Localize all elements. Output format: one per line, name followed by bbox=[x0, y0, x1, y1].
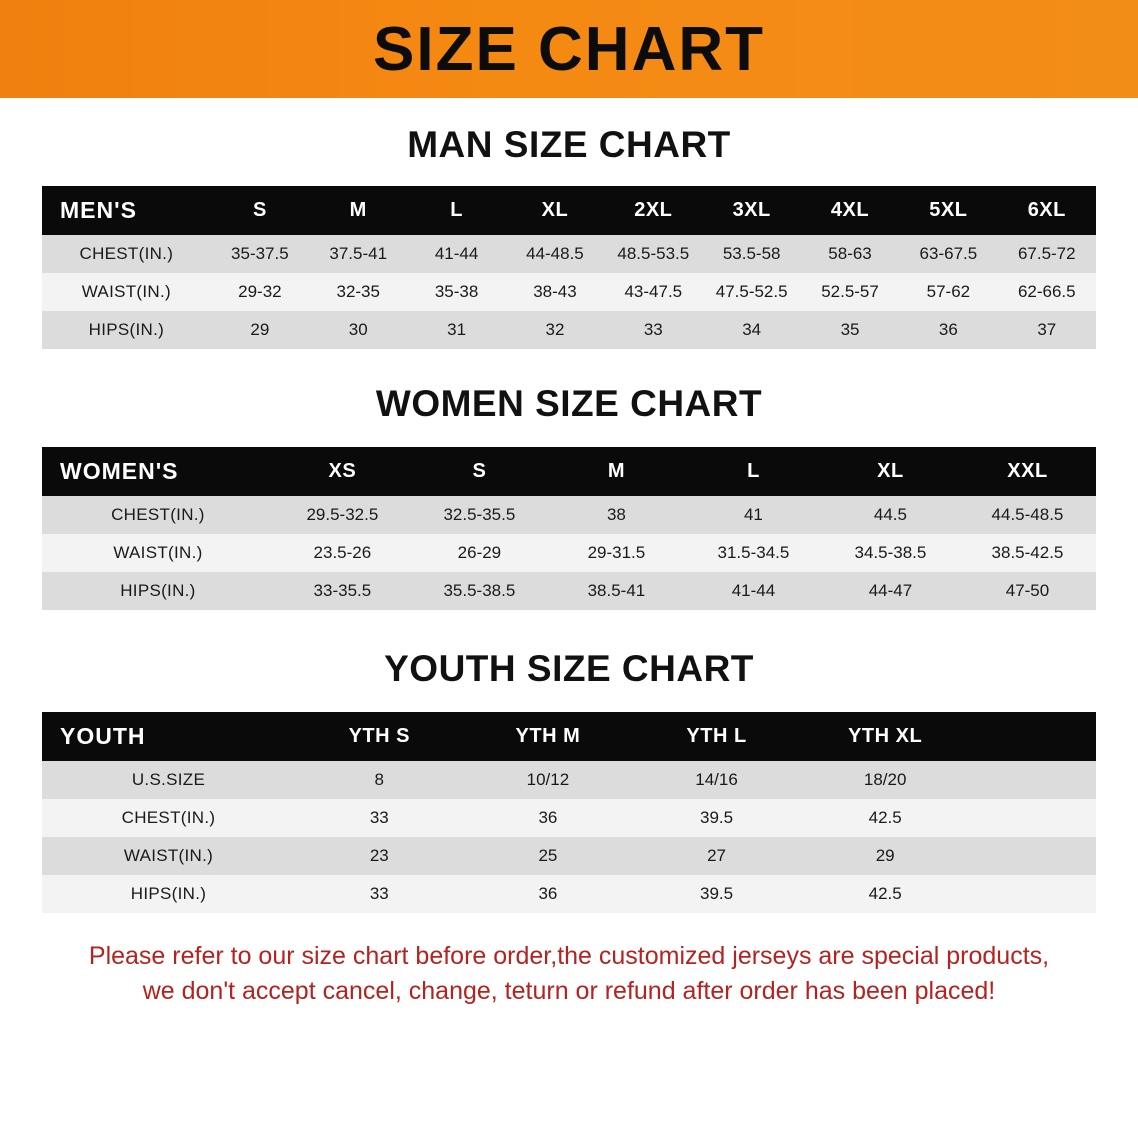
youth-waist-1: 25 bbox=[464, 837, 633, 875]
men-chest-4: 48.5-53.5 bbox=[604, 235, 702, 273]
table-row bbox=[42, 311, 1096, 349]
women-col-0: XS bbox=[328, 460, 357, 482]
women-chest-1: 32.5-35.5 bbox=[411, 496, 548, 534]
footer-note-line-2: we don't accept cancel, change, teturn or refund after order has been placed! bbox=[142, 976, 996, 1005]
man-section-heading: MAN SIZE CHART bbox=[407, 124, 731, 165]
men-hips-3: 32 bbox=[506, 311, 604, 349]
women-col-3: L bbox=[747, 460, 760, 482]
men-chest-7: 63-67.5 bbox=[899, 235, 997, 273]
footer-note bbox=[0, 939, 1138, 1008]
men-chest-2: 41-44 bbox=[407, 235, 505, 273]
women-corner-label: WOMEN'S bbox=[60, 458, 179, 484]
men-waist-1: 32-35 bbox=[309, 273, 407, 311]
men-waist-7: 57-62 bbox=[899, 273, 997, 311]
youth-ussize-3: 18/20 bbox=[801, 761, 970, 799]
women-table-wrap bbox=[0, 447, 1138, 610]
youth-table-body bbox=[42, 761, 1096, 913]
women-col-5: XXL bbox=[1007, 460, 1048, 482]
women-chest-3: 41 bbox=[685, 496, 822, 534]
table-row bbox=[42, 496, 1096, 534]
men-chest-8: 67.5-72 bbox=[998, 235, 1096, 273]
youth-chest-2: 39.5 bbox=[632, 799, 801, 837]
youth-table-wrap bbox=[0, 712, 1138, 913]
women-waist-0: 23.5-26 bbox=[274, 534, 411, 572]
women-table-header bbox=[42, 447, 1096, 496]
youth-waist-3: 29 bbox=[801, 837, 970, 875]
men-chest-6: 58-63 bbox=[801, 235, 899, 273]
youth-ussize-2: 14/16 bbox=[632, 761, 801, 799]
men-waist-5: 47.5-52.5 bbox=[702, 273, 800, 311]
women-chest-2: 38 bbox=[548, 496, 685, 534]
women-hips-0: 33-35.5 bbox=[274, 572, 411, 610]
women-chest-4: 44.5 bbox=[822, 496, 959, 534]
footer-note-line-1: Please refer to our size chart before order,the customized jerseys are special products, bbox=[88, 942, 1050, 970]
youth-hips-0: 33 bbox=[295, 875, 464, 913]
youth-hips-1: 36 bbox=[464, 875, 633, 913]
youth-size-table bbox=[42, 712, 1096, 913]
women-hips-2: 38.5-41 bbox=[548, 572, 685, 610]
youth-ussize-0: 8 bbox=[295, 761, 464, 799]
youth-hips-3: 42.5 bbox=[801, 875, 970, 913]
men-waist-0: 29-32 bbox=[211, 273, 309, 311]
women-chest-5: 44.5-48.5 bbox=[959, 496, 1096, 534]
youth-row-label-chest: CHEST(IN.) bbox=[42, 799, 295, 837]
youth-pad-0 bbox=[969, 761, 1096, 799]
men-row-label-hips: HIPS(IN.) bbox=[42, 311, 211, 349]
youth-chest-3: 42.5 bbox=[801, 799, 970, 837]
table-row bbox=[42, 186, 1096, 235]
men-hips-4: 33 bbox=[604, 311, 702, 349]
table-row bbox=[42, 534, 1096, 572]
women-waist-1: 26-29 bbox=[411, 534, 548, 572]
men-waist-2: 35-38 bbox=[407, 273, 505, 311]
table-row bbox=[42, 799, 1096, 837]
women-section-heading: WOMEN SIZE CHART bbox=[375, 383, 763, 424]
youth-col-pad bbox=[969, 712, 1096, 761]
table-row bbox=[42, 712, 1096, 761]
men-row-label-waist: WAIST(IN.) bbox=[42, 273, 211, 311]
youth-corner-label: YOUTH bbox=[60, 723, 146, 749]
women-chest-0: 29.5-32.5 bbox=[274, 496, 411, 534]
youth-row-label-hips: HIPS(IN.) bbox=[42, 875, 295, 913]
men-table-body bbox=[42, 235, 1096, 349]
table-row bbox=[42, 875, 1096, 913]
table-row bbox=[42, 837, 1096, 875]
table-row bbox=[42, 273, 1096, 311]
women-hips-5: 47-50 bbox=[959, 572, 1096, 610]
men-col-2: L bbox=[450, 199, 463, 221]
women-col-4: XL bbox=[877, 460, 904, 482]
page-title: SIZE CHART bbox=[373, 15, 765, 84]
men-table-header bbox=[42, 186, 1096, 235]
youth-pad-1 bbox=[969, 799, 1096, 837]
men-chest-0: 35-37.5 bbox=[211, 235, 309, 273]
youth-col-3: YTH XL bbox=[848, 725, 923, 747]
men-col-0: S bbox=[252, 199, 267, 221]
men-hips-8: 37 bbox=[998, 311, 1096, 349]
youth-pad-2 bbox=[969, 837, 1096, 875]
youth-hips-2: 39.5 bbox=[632, 875, 801, 913]
women-size-table bbox=[42, 447, 1096, 610]
banner bbox=[0, 0, 1138, 98]
men-waist-8: 62-66.5 bbox=[998, 273, 1096, 311]
women-waist-3: 31.5-34.5 bbox=[685, 534, 822, 572]
youth-col-1: YTH M bbox=[515, 725, 581, 747]
men-size-table bbox=[42, 186, 1096, 349]
men-hips-5: 34 bbox=[702, 311, 800, 349]
men-hips-7: 36 bbox=[899, 311, 997, 349]
youth-row-label-ussize: U.S.SIZE bbox=[42, 761, 295, 799]
men-chest-1: 37.5-41 bbox=[309, 235, 407, 273]
table-row bbox=[42, 572, 1096, 610]
women-waist-2: 29-31.5 bbox=[548, 534, 685, 572]
men-hips-1: 30 bbox=[309, 311, 407, 349]
men-chest-5: 53.5-58 bbox=[702, 235, 800, 273]
youth-table-header bbox=[42, 712, 1096, 761]
men-hips-0: 29 bbox=[211, 311, 309, 349]
women-hips-1: 35.5-38.5 bbox=[411, 572, 548, 610]
youth-row-label-waist: WAIST(IN.) bbox=[42, 837, 295, 875]
women-hips-4: 44-47 bbox=[822, 572, 959, 610]
women-col-2: M bbox=[607, 460, 625, 482]
youth-col-0: YTH S bbox=[348, 725, 410, 747]
men-col-7: 5XL bbox=[929, 199, 968, 221]
table-row bbox=[42, 761, 1096, 799]
women-row-label-waist: WAIST(IN.) bbox=[42, 534, 274, 572]
men-col-8: 6XL bbox=[1027, 199, 1066, 221]
men-row-label-chest: CHEST(IN.) bbox=[42, 235, 211, 273]
man-table-wrap bbox=[0, 186, 1138, 349]
men-col-1: M bbox=[349, 199, 367, 221]
women-waist-4: 34.5-38.5 bbox=[822, 534, 959, 572]
youth-waist-2: 27 bbox=[632, 837, 801, 875]
youth-waist-0: 23 bbox=[295, 837, 464, 875]
men-hips-6: 35 bbox=[801, 311, 899, 349]
youth-ussize-1: 10/12 bbox=[464, 761, 633, 799]
men-col-4: 2XL bbox=[634, 199, 673, 221]
table-row bbox=[42, 235, 1096, 273]
women-row-label-hips: HIPS(IN.) bbox=[42, 572, 274, 610]
men-waist-4: 43-47.5 bbox=[604, 273, 702, 311]
women-row-label-chest: CHEST(IN.) bbox=[42, 496, 274, 534]
youth-chest-1: 36 bbox=[464, 799, 633, 837]
men-waist-6: 52.5-57 bbox=[801, 273, 899, 311]
youth-pad-3 bbox=[969, 875, 1096, 913]
women-waist-5: 38.5-42.5 bbox=[959, 534, 1096, 572]
table-row bbox=[42, 447, 1096, 496]
women-hips-3: 41-44 bbox=[685, 572, 822, 610]
youth-chest-0: 33 bbox=[295, 799, 464, 837]
youth-section-heading: YOUTH SIZE CHART bbox=[384, 648, 754, 689]
men-chest-3: 44-48.5 bbox=[506, 235, 604, 273]
men-col-5: 3XL bbox=[732, 199, 771, 221]
women-col-1: S bbox=[472, 460, 487, 482]
men-corner-label: MEN'S bbox=[60, 197, 137, 223]
men-col-6: 4XL bbox=[830, 199, 870, 221]
men-hips-2: 31 bbox=[407, 311, 505, 349]
men-waist-3: 38-43 bbox=[506, 273, 604, 311]
women-table-body bbox=[42, 496, 1096, 610]
men-col-3: XL bbox=[541, 199, 569, 221]
youth-col-2: YTH L bbox=[686, 725, 747, 747]
